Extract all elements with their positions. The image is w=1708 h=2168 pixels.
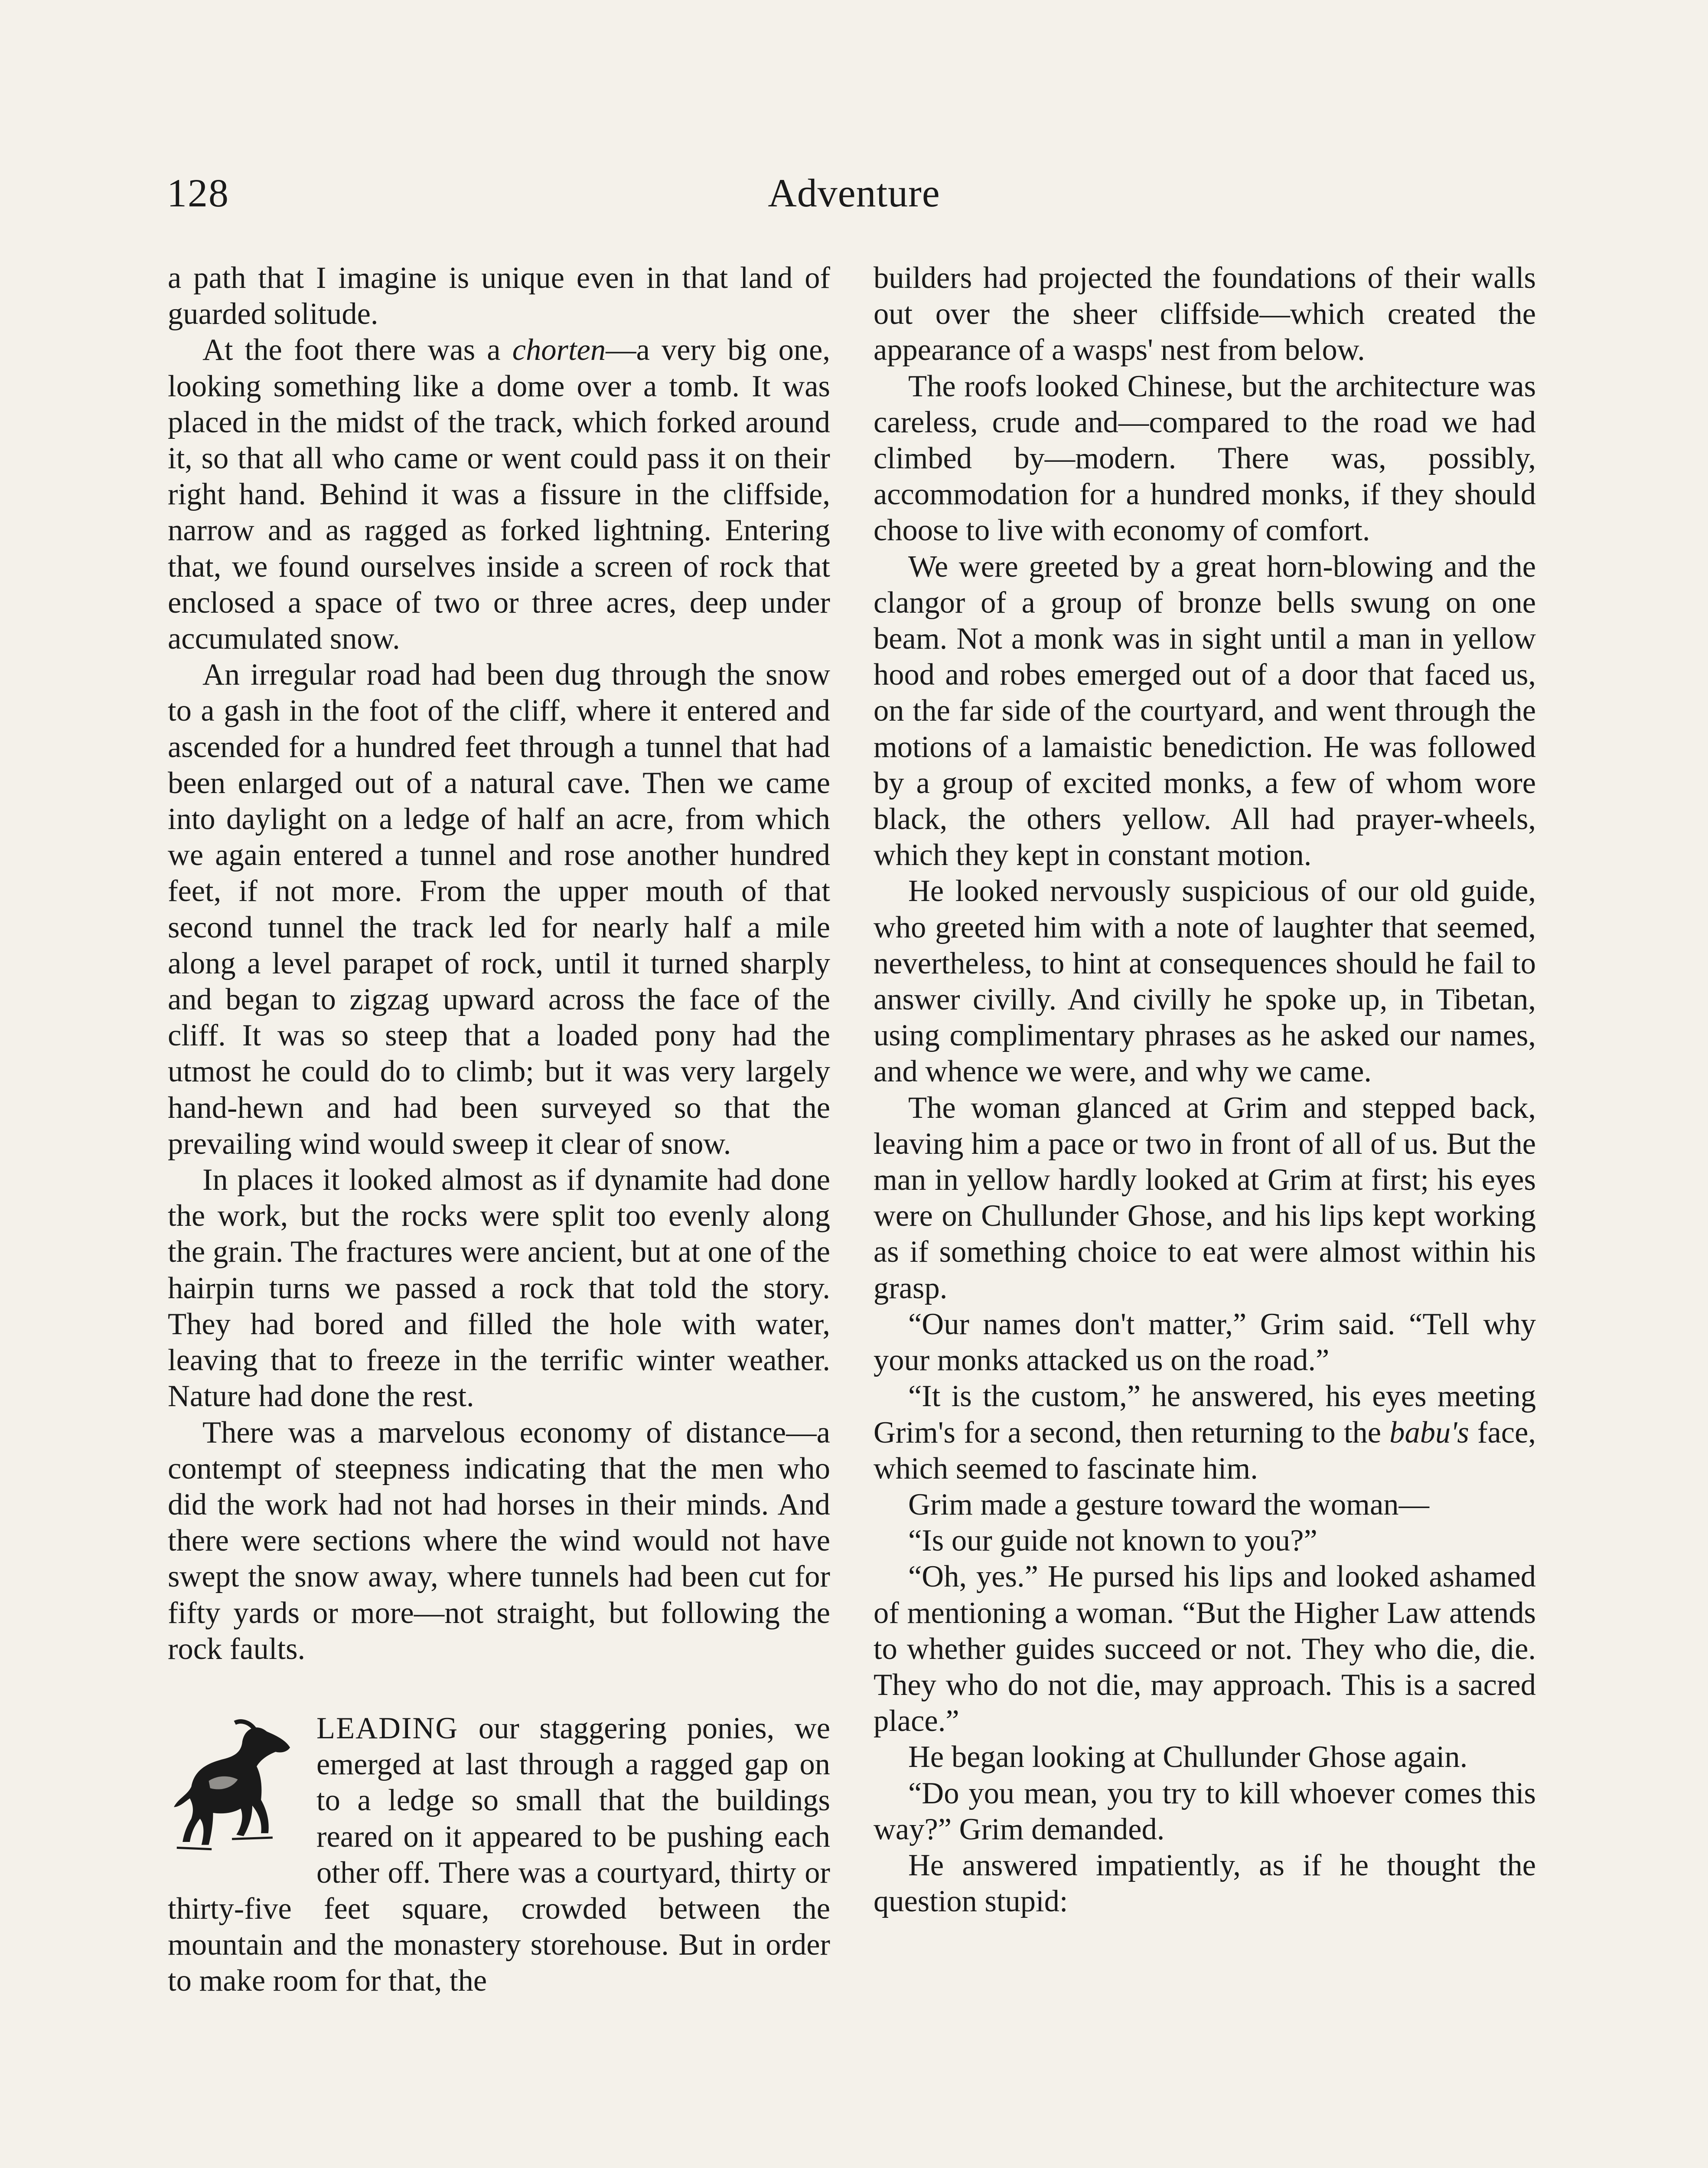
paragraph: The woman glanced at Grim and stepped back, leaving him a pace or two in front of all of us. But the man in yellow hardly looked at Grim at first; his eyes were on Chullunder Ghose, and his lips kept working as if something choice to eat were almost within his grasp. xyxy=(874,1091,1536,1305)
paragraph: There was a marvelous economy of distance—a contempt of steepness indicating that the men who did the work had not had horses in their minds. And there were sections where the wind would not have swept the snow away, where tunnels had been cut for fifty yards or more—not straight, but following the rock faults. xyxy=(168,1415,830,1666)
paragraph: We were greeted by a great horn-blowing and the clangor of a group of bronze bells swung on one beam. Not a monk was in sight until a man in yellow hood and robes emerged out of a door that faced us, on the far side of the courtyard, and went through the motions of a lamaistic benediction. He was followed by a group of excited monks, a few of whom wore black, the others yellow. All had prayer-wheels, which they kept in constant motion. xyxy=(874,549,1536,872)
paragraph: a path that I imagine is unique even in that land of guarded solitude. xyxy=(168,261,830,331)
lead-word: LEADING xyxy=(316,1711,459,1745)
horse-illustration xyxy=(165,1711,310,1857)
paragraph: “Our names don't matter,” Grim said. “Tell why your monks attacked us on the road.” xyxy=(874,1307,1536,1378)
text-run: “It is the custom,” he answered, his eyes meeting Grim's for a second, then returning to the xyxy=(874,1379,1536,1450)
italic-term: chorten xyxy=(512,333,606,367)
text-run: our staggering ponies, we emerged at last through a ragged gap on to a ledge so small that the buildings reared on it appeared to be pushing each other off. There was a courtyard, thirty or thirty-five feet square, crowded between the mountain and the monastery storehouse. But in order to make room for that, the xyxy=(168,1711,830,1998)
text-run: —a very big one, looking something like a dome over a tomb. It was placed in the midst of the track, which forked around it, so that all who came or went could pass it on their right hand. Behind it was a fissure in the cliffside, narrow and as ragged as forked lightning. Entering that, we found ourselves inside a screen of rock that enclosed a space of two or three acres, deep under accumulated snow. xyxy=(168,333,830,656)
paragraph: “Oh, yes.” He pursed his lips and looked ashamed of mentioning a woman. “But the Higher Law attends to whether guides succeed or not. They who die, die. They who do not die, may approach. This is a sacred place.” xyxy=(874,1560,1536,1738)
paragraph: An irregular road had been dug through the snow to a gash in the foot of the cliff, where it entered and ascended for a hundred feet through a tunnel that had been enlarged out of a natural cave. Then we came into daylight on a ledge of half an acre, from which we again entered a tunnel and rose another hundred feet, if not more. From the upper mouth of that second tunnel the track led for nearly half a mile along a level parapet of rock, until it turned sharply and began to zigzag upward across the face of the cliff. It was so steep that a loaded pony had the utmost he could do to climb; but it was very largely hand-hewn and had been surveyed so that the prevailing wind would sweep it clear of snow. xyxy=(168,658,830,1161)
paragraph: “Do you mean, you try to kill whoever comes this way?” Grim demanded. xyxy=(874,1776,1536,1846)
running-head-title: Adventure xyxy=(768,171,940,215)
paragraph: Grim made a gesture toward the woman— xyxy=(908,1487,1430,1522)
page-number: 128 xyxy=(167,171,229,215)
paragraph xyxy=(874,1378,1536,1487)
paragraph: “Is our guide not known to you?” xyxy=(908,1524,1317,1558)
text-run: At the foot there was a xyxy=(202,333,512,367)
paragraph: The roofs looked Chinese, but the architecture was careless, crude and—compared to the road we had climbed by—modern. There was, possibly, accommodation for a hundred monks, if they should choose to live with economy of comfort. xyxy=(874,369,1536,548)
paragraph: He looked nervously suspicious of our old guide, who greeted him with a note of laughter that seemed, nevertheless, to hint at consequences should he fail to answer civilly. And civilly he spoke up, in Tibetan, using complimentary phrases as he asked our names, and whence we were, and why we came. xyxy=(874,874,1536,1089)
section-opening xyxy=(168,1711,830,1999)
paragraph xyxy=(168,332,830,657)
italic-term: babu's xyxy=(1389,1415,1469,1450)
paragraph: builders had projected the foundations of their walls out over the sheer cliffside—which created the appearance of a wasps' nest from below. xyxy=(874,261,1536,367)
text-run: face, which seemed to fascinate him. xyxy=(874,1415,1536,1486)
paragraph: He began looking at Chullunder Ghose again. xyxy=(908,1740,1468,1774)
left-column xyxy=(168,260,830,1999)
right-column xyxy=(874,260,1536,1920)
paragraph: In places it looked almost as if dynamite had done the work, but the rocks were split too evenly along the grain. The fractures were ancient, but at one of the hairpin turns we passed a rock that told the story. They had bored and filled the hole with water, leaving that to freeze in the terrific winter weather. Nature had done the rest. xyxy=(168,1163,830,1414)
paragraph: He answered impatiently, as if he thought the question stupid: xyxy=(874,1848,1536,1919)
